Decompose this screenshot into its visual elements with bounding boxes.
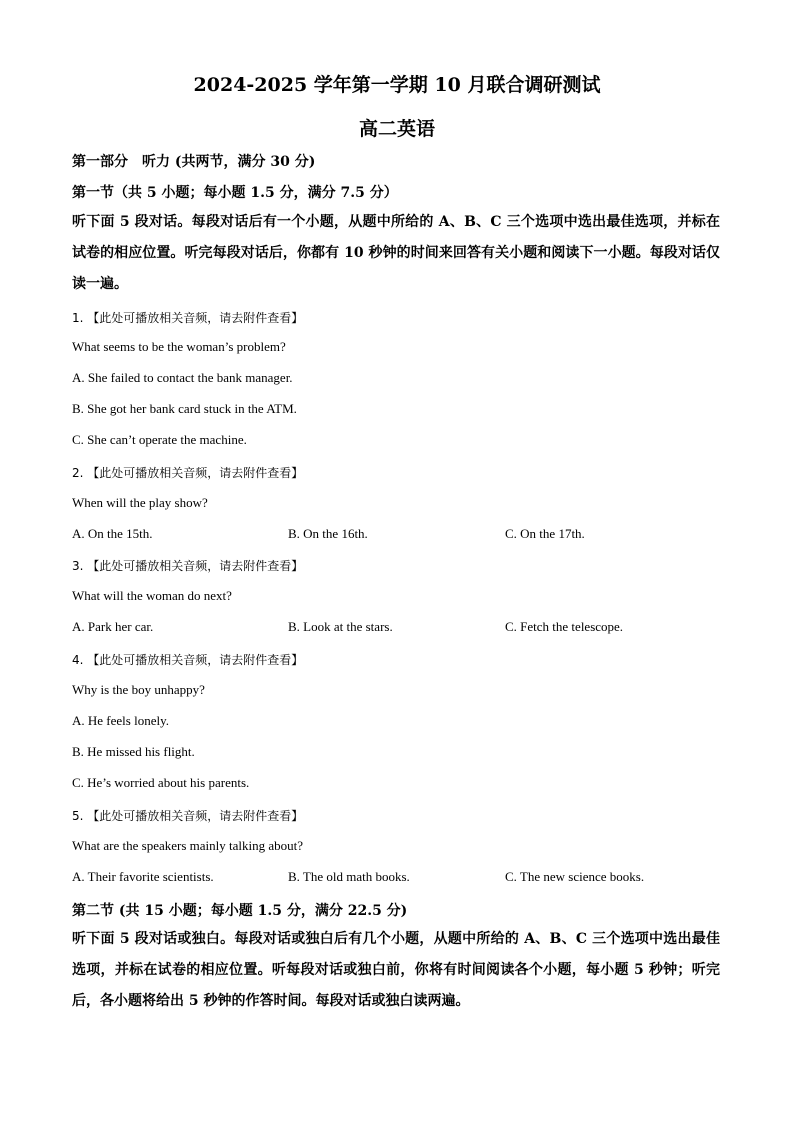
audio-placeholder-q3: 3. 【此处可播放相关音频，请去附件查看】 — [72, 559, 304, 573]
q4-option-c: C. He’s worried about his parents. — [72, 775, 250, 790]
q2-option-a: A. On the 15th. — [72, 526, 153, 541]
audio-placeholder-q4: 4. 【此处可播放相关音频，请去附件查看】 — [72, 653, 304, 667]
q1-option-c: C. She can’t operate the machine. — [72, 432, 247, 447]
section1-instructions: 听下面 5 段对话。每段对话后有一个小题，从题中所给的 A、B、C 三个选项中选出最佳选项，并标在试卷的相应位置。听完每段对话后，你都有 10 秒钟的时间来回答有关小题和阅读下一小题。每段对话仅读一遍。 — [72, 214, 720, 292]
question-1: What seems to be the woman’s problem? — [72, 339, 286, 354]
audio-placeholder-q1: 1. 【此处可播放相关音频，请去附件查看】 — [72, 311, 304, 325]
question-5: What are the speakers mainly talking about? — [72, 838, 304, 853]
q3-option-b: B. Look at the stars. — [288, 619, 393, 634]
q3-option-a: A. Park her car. — [72, 619, 154, 634]
q2-option-b: B. On the 16th. — [288, 526, 368, 541]
section1-heading: 第一节（共 5 小题；每小题 1.5 分，满分 7.5 分） — [72, 185, 398, 201]
q1-option-b: B. She got her bank card stuck in the ATM. — [72, 401, 297, 416]
q4-option-b: B. He missed his flight. — [72, 744, 195, 759]
audio-placeholder-q2: 2. 【此处可播放相关音频，请去附件查看】 — [72, 466, 304, 480]
q3-option-c: C. Fetch the telescope. — [505, 619, 624, 634]
q5-option-c: C. The new science books. — [505, 869, 645, 884]
q1-option-a: A. She failed to contact the bank manager. — [72, 370, 293, 385]
exam-title: 2024-2025 学年第一学期 10 月联合调研测试 — [193, 74, 601, 96]
section2-heading: 第二节 (共 15 小题；每小题 1.5 分，满分 22.5 分) — [72, 903, 408, 919]
question-4: Why is the boy unhappy? — [72, 682, 205, 697]
question-2: When will the play show? — [72, 495, 208, 510]
audio-placeholder-q5: 5. 【此处可播放相关音频，请去附件查看】 — [72, 809, 304, 823]
exam-subject: 高二英语 — [358, 118, 435, 140]
q2-option-c: C. On the 17th. — [505, 526, 585, 541]
section2-instructions: 听下面 5 段对话或独白。每段对话或独白后有几个小题，从题中所给的 A、B、C 三个选项中选出最佳选项，并标在试卷的相应位置。听每段对话或独白前，你将有时间阅读各个小题，每小题 5 秒钟；听完后，各小题将给出 5 秒钟的作答时间。每段对话或独白读两遍。 — [72, 931, 720, 1009]
q5-option-b: B. The old math books. — [288, 869, 410, 884]
question-3: What will the woman do next? — [72, 588, 232, 603]
part1-heading: 第一部分 听力 (共两节，满分 30 分) — [72, 154, 316, 170]
q4-option-a: A. He feels lonely. — [72, 713, 169, 728]
q5-option-a: A. Their favorite scientists. — [72, 869, 214, 884]
